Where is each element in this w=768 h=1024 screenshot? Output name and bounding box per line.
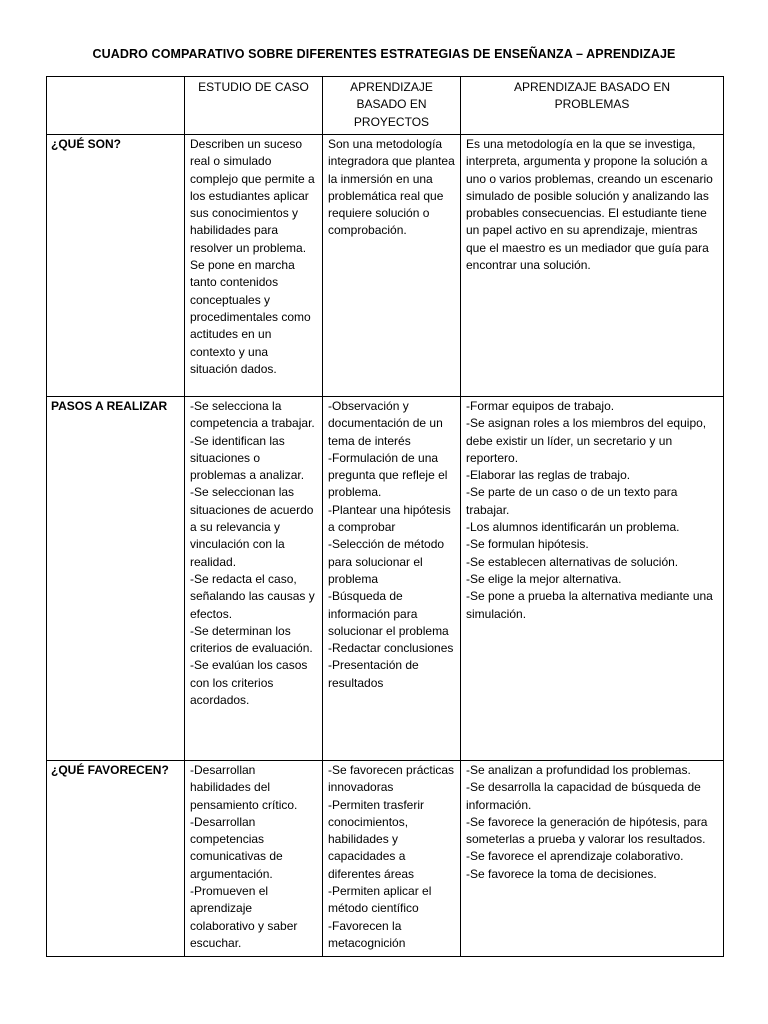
list-item: -Búsqueda de información para solucionar el problema <box>328 589 449 638</box>
list-item: -Formar equipos de trabajo. <box>466 399 615 413</box>
list-item: -Desarrollan habilidades del pensamiento crítico. <box>190 763 298 812</box>
list-item: -Se favorece el aprendizaje colaborativo. <box>466 849 684 864</box>
cell-pasos-problemas <box>461 397 724 761</box>
list-item: -Se selecciona la competencia a trabajar. <box>190 399 315 431</box>
list-item: -Promueven el aprendizaje colaborativo y saber escuchar. <box>190 884 298 950</box>
list-item: -Los alumnos identificarán un problema. <box>466 520 680 535</box>
cell-que-son-proyectos: Son una metodología integradora que plantea la inmersión en una problemática real que requiere solución o comprobación. <box>323 135 461 397</box>
page-title: CUADRO COMPARATIVO SOBRE DIFERENTES ESTRATEGIAS DE ENSEÑANZA – APRENDIZAJE <box>92 47 676 61</box>
list-item: -Se favorecen prácticas innovadoras <box>328 763 455 795</box>
list-item: -Se determinan los criterios de evaluación. <box>190 623 313 656</box>
cell-favorecen-proyectos <box>323 761 461 957</box>
list-item: -Formulación de una pregunta que refleje el problema. <box>328 450 448 500</box>
list-item: -Se identifican las situaciones o problemas a analizar. <box>190 433 305 483</box>
list-item: -Favorecen la metacognición <box>328 918 406 950</box>
list-item: -Se parte de un caso o de un texto para trabajar. <box>466 485 678 517</box>
cell-favorecen-problemas <box>461 761 724 957</box>
list-item: -Presentación de resultados <box>328 658 419 690</box>
list-item: -Se favorece la toma de decisiones. <box>466 866 657 881</box>
list-item: -Se establecen alternativas de solución. <box>466 554 679 569</box>
list-item: -Se seleccionan las situaciones de acuerdo a su relevancia y vinculación con la realidad. <box>190 485 314 569</box>
list-item: -Se redacta el caso, señalando las causas y efectos. <box>190 571 315 621</box>
list-item: -Se asignan roles a los miembros del equipo, debe existir un líder, un secretario y un reportero. <box>466 416 707 465</box>
row-header-que-son: ¿QUÉ SON? <box>47 135 185 397</box>
list-item: -Se pone a prueba la alternativa mediante una simulación. <box>466 589 713 621</box>
table-row <box>47 135 724 397</box>
list-item: -Selección de método para solucionar el problema <box>328 537 445 586</box>
list-item: -Se desarrolla la capacidad de búsqueda de información. <box>466 780 701 812</box>
list-item: -Se evalúan los casos con los criterios acordados. <box>190 658 308 708</box>
list-item: -Desarrollan competencias comunicativas de argumentación. <box>190 814 283 881</box>
table-row <box>47 761 724 957</box>
cell-favorecen-estudio-de-caso <box>185 761 323 957</box>
table-header-row <box>47 77 724 135</box>
corner-cell <box>47 77 185 135</box>
list-item: -Observación y documentación de un tema de interés <box>328 399 443 448</box>
list-item: -Redactar conclusiones <box>328 641 454 656</box>
row-header-que-favorecen: ¿QUÉ FAVORECEN? <box>47 761 185 957</box>
table-row <box>47 397 724 761</box>
cell-que-son-problemas: Es una metodología en la que se investiga, interpreta, argumenta y propone la solución a uno o varios problemas, creando un escenario simulado de posible solución y analizando las probables consecuencias. El estudiante tiene un papel activo en su aprendizaje, mientras que el maestro es un mediador que guía para encontrar una solución. <box>461 135 724 397</box>
row-header-pasos-a-realizar: PASOS A REALIZAR <box>47 397 185 761</box>
column-header-proyectos: APRENDIZAJE BASADO EN PROYECTOS <box>323 77 461 135</box>
column-header-problemas: APRENDIZAJE BASADO EN PROBLEMAS <box>461 77 724 135</box>
list-item: -Se elige la mejor alternativa. <box>466 571 622 586</box>
list-item: -Se analizan a profundidad los problemas. <box>466 763 691 777</box>
list-item: -Se formulan hipótesis. <box>466 537 589 552</box>
list-item: -Permiten trasferir conocimientos, habilidades y capacidades a diferentes áreas <box>328 797 425 881</box>
comparison-table <box>46 76 724 957</box>
list-item: -Permiten aplicar el método científico <box>328 884 432 916</box>
column-header-estudio-de-caso: ESTUDIO DE CASO <box>185 77 323 135</box>
list-item: -Se favorece la generación de hipótesis, para someterlas a prueba y valorar los resultados. <box>466 814 708 847</box>
list-item: -Elaborar las reglas de trabajo. <box>466 468 631 483</box>
cell-pasos-proyectos <box>323 397 461 761</box>
list-item: -Plantear una hipótesis a comprobar <box>328 502 451 535</box>
cell-que-son-estudio-de-caso: Describen un suceso real o simulado complejo que permite a los estudiantes aplicar sus conocimientos y habilidades para resolver un problema. Se pone en marcha tanto contenidos conceptuales y procedimentales como actitudes en un contexto y una situación dados. <box>185 135 323 397</box>
cell-pasos-estudio-de-caso <box>185 397 323 761</box>
